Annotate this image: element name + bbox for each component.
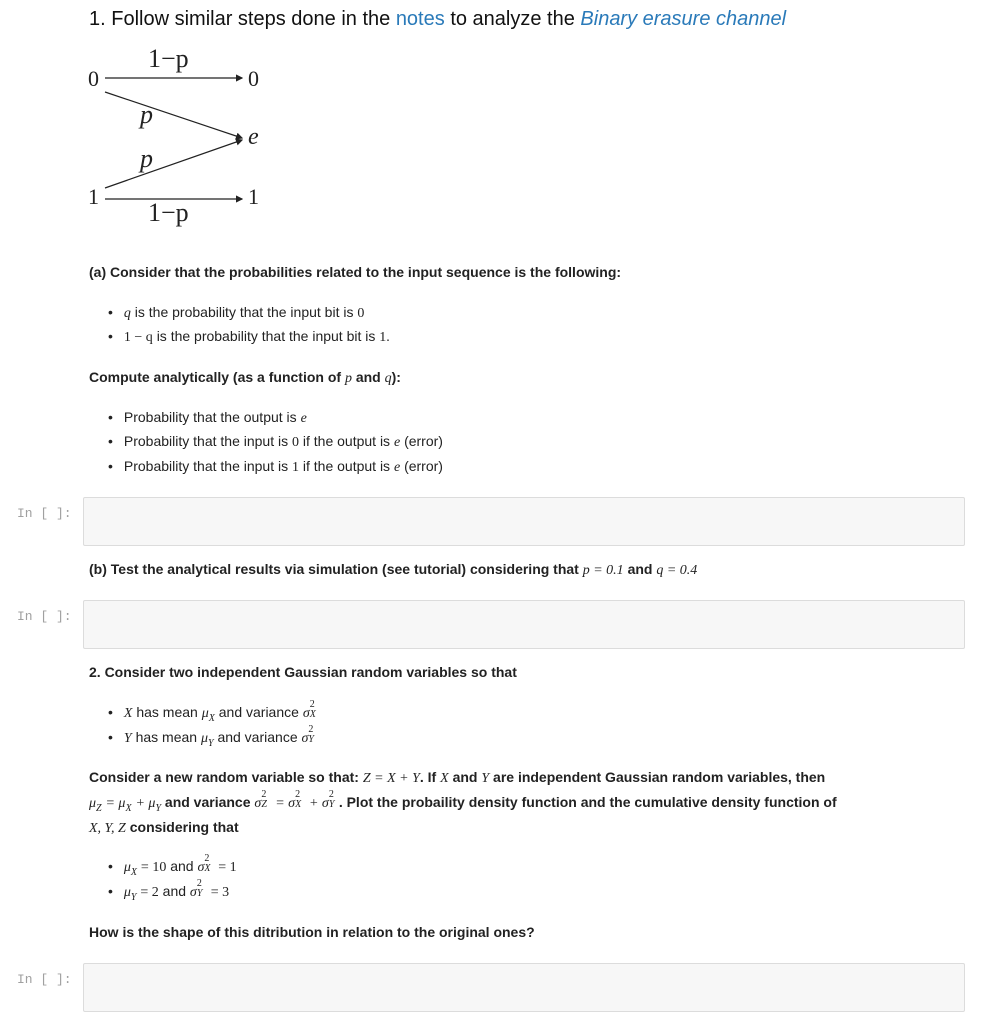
diagram-input-1: 1 [88,184,99,209]
cell-prompt-1: In [ ]: [17,506,72,521]
q2-bullet-x: • X has mean $\mu_X$ and variance σ 2 X [120,704,320,724]
edge-0-e [105,92,242,138]
part-a-bullet-1: • q is the probability that the input bit is 0 [120,304,364,322]
diagram-input-0: 0 [88,66,99,91]
diagram-output-0: 0 [248,66,259,91]
diagram-label-p2: p [140,144,153,173]
diagram-label-top: 1−p [148,44,189,73]
q2-condition-1: • $\mu_X = 10$ and σ 2 X = 1 [120,858,237,878]
diagram-output-1: 1 [248,184,259,209]
binary-erasure-channel-link[interactable]: Binary erasure channel [580,8,787,30]
cell-prompt-2: In [ ]: [17,609,72,624]
cell-prompt-3: In [ ]: [17,972,72,987]
q2-bullet-y: • Y has mean $\mu_Y$ and variance σ 2 Y [120,729,318,749]
compute-item-1: • Probability that the output is e [120,409,307,427]
diagram-output-e: e [248,124,259,150]
q2-heading: 2. Consider two independent Gaussian random variables so that [89,664,517,680]
q2-paragraph-line-3: X, Y, Z considering that [89,819,239,836]
edge-1-e [105,140,242,188]
diagram-label-p1: p [140,100,153,129]
code-cell-3[interactable] [83,963,965,1012]
notes-link[interactable]: notes [395,8,445,30]
code-cell-1[interactable] [83,497,965,546]
compute-heading: Compute analytically (as a function of p and q): [89,369,401,386]
compute-item-3: • Probability that the input is 1 if the output is e (error) [120,458,443,476]
code-cell-2[interactable] [83,600,965,649]
q2-paragraph-line-1: Consider a new random variable so that: Z = X + Y. If X and Y are independent Gaussian random variables, then [89,769,826,786]
binary-erasure-channel-diagram [80,40,300,240]
part-b-text: (b) Test the analytical results via simulation (see tutorial) considering that p = 0.1 and q = 0.4 [89,561,698,578]
q2-condition-2: • $\mu_Y = 2$ and σ 2 Y = 3 [120,883,229,903]
diagram-label-bottom: 1−p [148,198,189,227]
compute-item-2: • Probability that the input is 0 if the output is e (error) [120,433,443,451]
q1-title: 1. Follow similar steps done in the notes to analyze the Binary erasure channel [89,8,787,30]
q2-paragraph-line-2: $\mu_Z = \mu_X + \mu_Y$ and variance σ 2 Z = σ 2 X + σ 2 Y . Plot the probaility density function and the cumulative density function of [89,789,837,814]
part-a-bullet-2: • 1 − q is the probability that the input bit is 1. [120,328,390,346]
part-a-heading: (a) Consider that the probabilities related to the input sequence is the following: [89,264,622,280]
q2-question: How is the shape of this ditribution in relation to the original ones? [89,924,535,940]
